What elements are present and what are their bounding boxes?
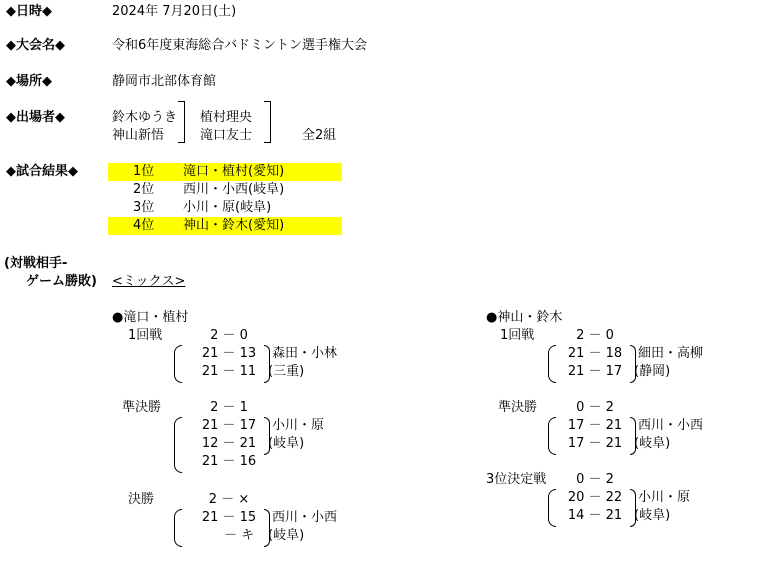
opponent-name: 西川・小西 xyxy=(272,510,338,525)
opponent-name: 細田・高柳 xyxy=(638,346,704,361)
game-score: 17 － 21 xyxy=(567,418,623,433)
opponents-header-line2: ゲーム勝敗) xyxy=(26,274,97,289)
games-bracket xyxy=(548,417,556,455)
team-name: ●滝口・植村 xyxy=(112,310,189,325)
opponent-name: 小川・原 xyxy=(272,418,325,433)
entrants-label: ◆出場者◆ xyxy=(6,110,65,125)
opponent-pref: (岐阜) xyxy=(634,436,671,451)
match-result: 2 － 1 xyxy=(210,400,248,415)
result-team: 西川・小西(岐阜) xyxy=(183,182,285,197)
entrants-bracket xyxy=(264,101,271,143)
game-score: 21 － 18 xyxy=(567,346,623,361)
entrant-name: 植村理央 xyxy=(200,110,253,125)
entrant-name: 鈴木ゆうき xyxy=(112,110,178,125)
match-result: 2 － 0 xyxy=(576,328,614,343)
match-result: 0 － 2 xyxy=(576,472,614,487)
round-name: 1回戦 xyxy=(128,328,163,343)
team-name: ●神山・鈴木 xyxy=(486,310,563,325)
entrant-name: 神山新悟 xyxy=(112,128,165,143)
match-result: 2 － 0 xyxy=(210,328,248,343)
entrants-total: 全2組 xyxy=(302,128,337,143)
game-score: － キ xyxy=(224,528,255,543)
games-bracket xyxy=(174,509,182,547)
result-team: 滝口・植村(愛知) xyxy=(183,164,285,179)
game-score: 21 － 11 xyxy=(201,364,257,379)
opponent-name: 西川・小西 xyxy=(638,418,704,433)
result-rank: 3位 xyxy=(133,200,155,215)
opponent-pref: (静岡) xyxy=(634,364,671,379)
games-bracket xyxy=(548,345,556,383)
games-bracket xyxy=(174,345,182,383)
tournament-value: 令和6年度東海総合バドミントン選手権大会 xyxy=(112,38,368,53)
result-team: 神山・鈴木(愛知) xyxy=(183,218,285,233)
result-rank: 2位 xyxy=(133,182,155,197)
venue-value: 静岡市北部体育館 xyxy=(112,74,217,89)
tournament-label: ◆大会名◆ xyxy=(6,38,65,53)
result-team: 小川・原(岐阜) xyxy=(183,200,272,215)
games-bracket xyxy=(174,417,182,473)
game-score: 21 － 17 xyxy=(201,418,257,433)
venue-label: ◆場所◆ xyxy=(6,74,52,89)
opponent-name: 森田・小林 xyxy=(272,346,338,361)
games-bracket xyxy=(548,489,556,527)
result-rank: 4位 xyxy=(133,218,155,233)
category-label: <ミックス> xyxy=(112,274,186,289)
opponent-pref: (岐阜) xyxy=(634,508,671,523)
game-score: 21 － 16 xyxy=(201,454,257,469)
opponent-pref: (三重) xyxy=(268,364,305,379)
result-rank: 1位 xyxy=(133,164,155,179)
match-result: 0 － 2 xyxy=(576,400,614,415)
results-label: ◆試合結果◆ xyxy=(6,164,78,179)
game-score: 12 － 21 xyxy=(201,436,257,451)
round-name: 準決勝 xyxy=(498,400,538,415)
opponent-pref: (岐阜) xyxy=(268,436,305,451)
game-score: 21 － 17 xyxy=(567,364,623,379)
round-name: 1回戦 xyxy=(500,328,535,343)
opponents-header-line1: (対戦相手- xyxy=(4,256,68,271)
round-name: 3位決定戦 xyxy=(486,472,547,487)
round-name: 準決勝 xyxy=(122,400,162,415)
game-score: 20 － 22 xyxy=(567,490,623,505)
game-score: 21 － 15 xyxy=(201,510,257,525)
opponent-name: 小川・原 xyxy=(638,490,691,505)
game-score: 14 － 21 xyxy=(567,508,623,523)
game-score: 17 － 21 xyxy=(567,436,623,451)
entrants-bracket xyxy=(178,101,185,143)
opponent-pref: (岐阜) xyxy=(268,528,305,543)
date-label: ◆日時◆ xyxy=(6,4,52,19)
game-score: 21 － 13 xyxy=(201,346,257,361)
date-value: 2024年 7月20日(土) xyxy=(112,4,237,19)
match-result: 2 － × xyxy=(208,492,250,507)
round-name: 決勝 xyxy=(128,492,155,507)
entrant-name: 滝口友士 xyxy=(200,128,253,143)
